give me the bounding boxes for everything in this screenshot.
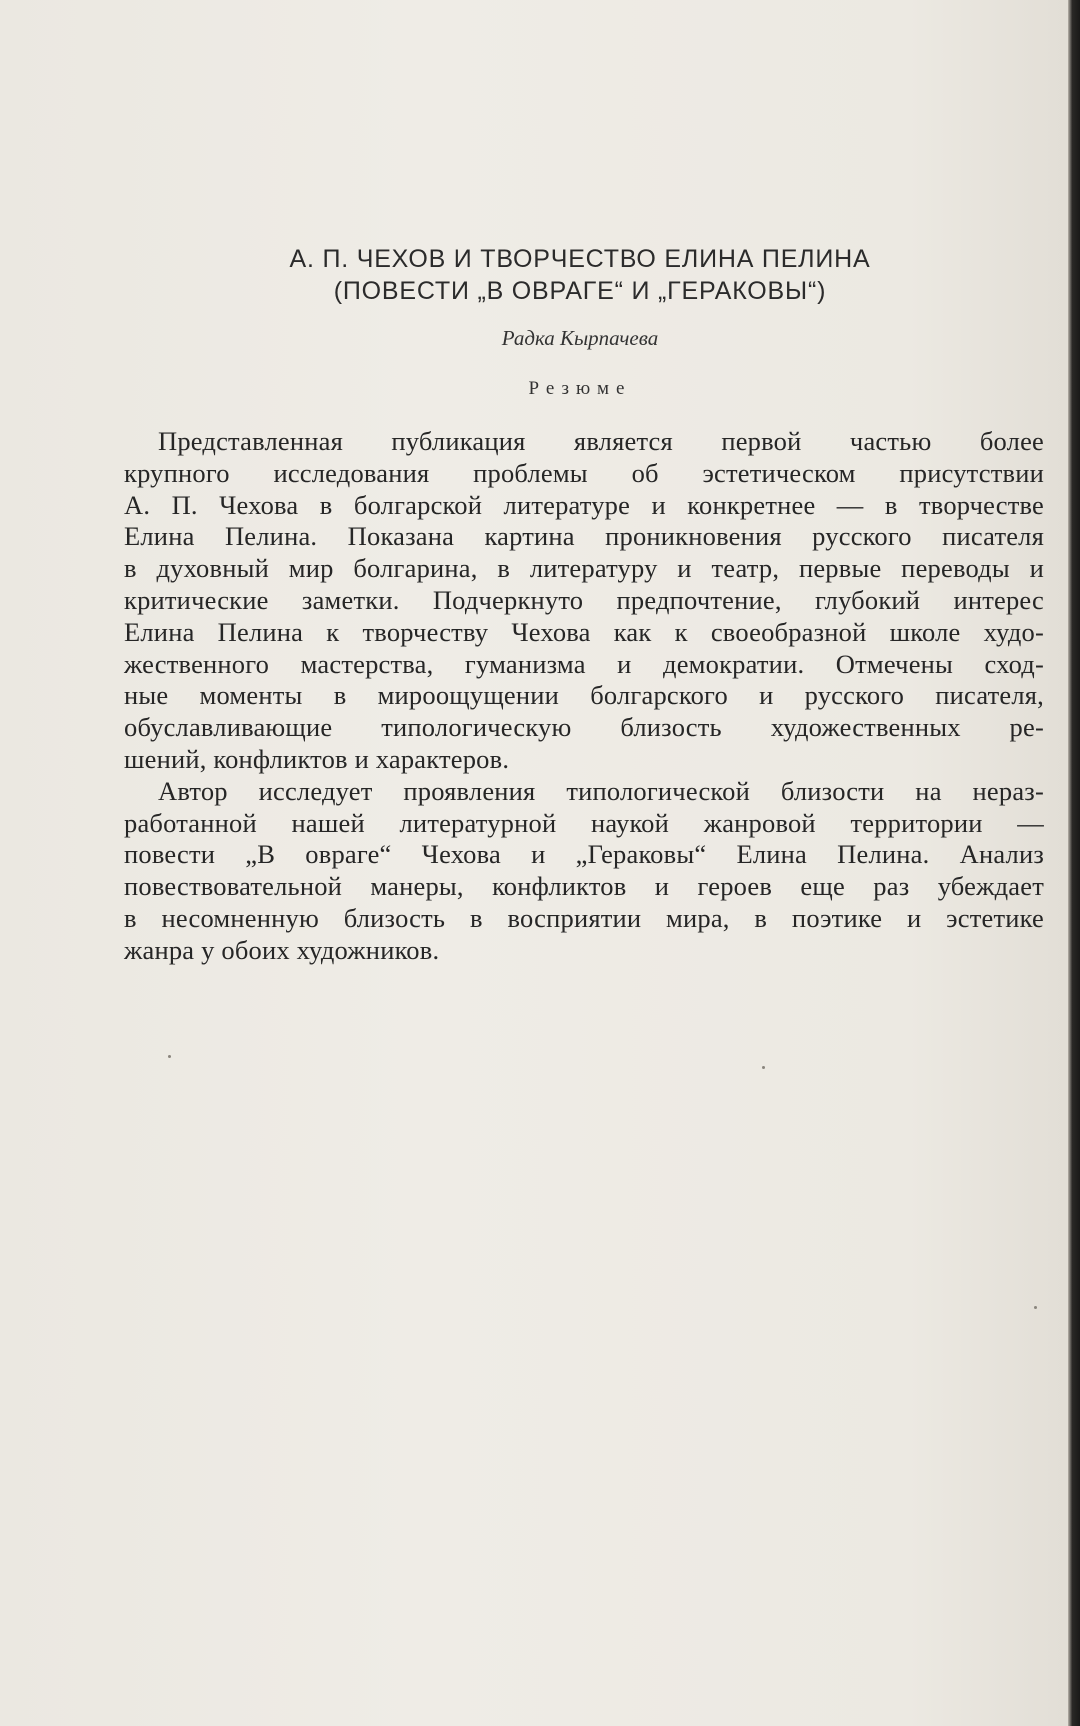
text-line: жанра у обоих художников. — [124, 934, 440, 965]
article-title — [150, 243, 1010, 307]
paper-speck — [762, 1066, 765, 1069]
text-line: ные моменты в мироощущении болгарского и русского писателя, — [124, 680, 1044, 711]
text-line: Представленная публикация является первой частью более — [158, 426, 1044, 456]
text-line: в духовный мир болгарина, в литературу и театр, первые переводы и — [124, 553, 1044, 584]
paper-speck — [168, 1055, 171, 1058]
text-line: повествовательной манеры, конфликтов и героев еще раз убеждает — [124, 871, 1044, 902]
paper-speck — [1034, 1306, 1037, 1309]
text-line: Елина Пелина к творчеству Чехова как к своеобразной школе худо- — [124, 616, 1044, 647]
paragraph-2 — [124, 776, 1044, 967]
title-line-1: А. П. ЧЕХОВ И ТВОРЧЕСТВО ЕЛИНА ПЕЛИНА — [289, 245, 871, 273]
author-name: Радка Кырпачева — [501, 326, 659, 350]
paragraph-1 — [124, 426, 1044, 776]
title-line-2: (ПОВЕСТИ „В ОВРАГЕ“ И „ГЕРАКОВЫ“) — [333, 277, 827, 305]
text-line: в несомненную близость в восприятии мира, в поэтике и эстетике — [124, 902, 1044, 933]
section-label-summary: Резюме — [528, 378, 632, 399]
text-line: повести „В овраге“ Чехова и „Гераковы“ Елина Пелина. Анализ — [124, 839, 1044, 870]
text-line: обуславливающие типологическую близость художественных ре- — [124, 712, 1044, 743]
text-line: критические заметки. Подчеркнуто предпочтение, глубокий интерес — [124, 584, 1044, 615]
text-line: Елина Пелина. Показана картина проникновения русского писателя — [124, 521, 1044, 552]
summary-body — [124, 426, 1044, 967]
text-line: А. П. Чехова в болгарской литературе и конкретнее — в творчестве — [124, 489, 1044, 520]
book-binding-edge — [1068, 0, 1080, 1726]
text-line: крупного исследования проблемы об эстетическом присутствии — [124, 457, 1044, 488]
text-line: жественного мастерства, гуманизма и демократии. Отмечены сход- — [124, 648, 1044, 679]
text-line: Автор исследует проявления типологической близости на нераз- — [158, 775, 1044, 806]
text-line: работанной нашей литературной наукой жанровой территории — — [124, 807, 1044, 838]
text-line: шений, конфликтов и характеров. — [124, 743, 510, 774]
